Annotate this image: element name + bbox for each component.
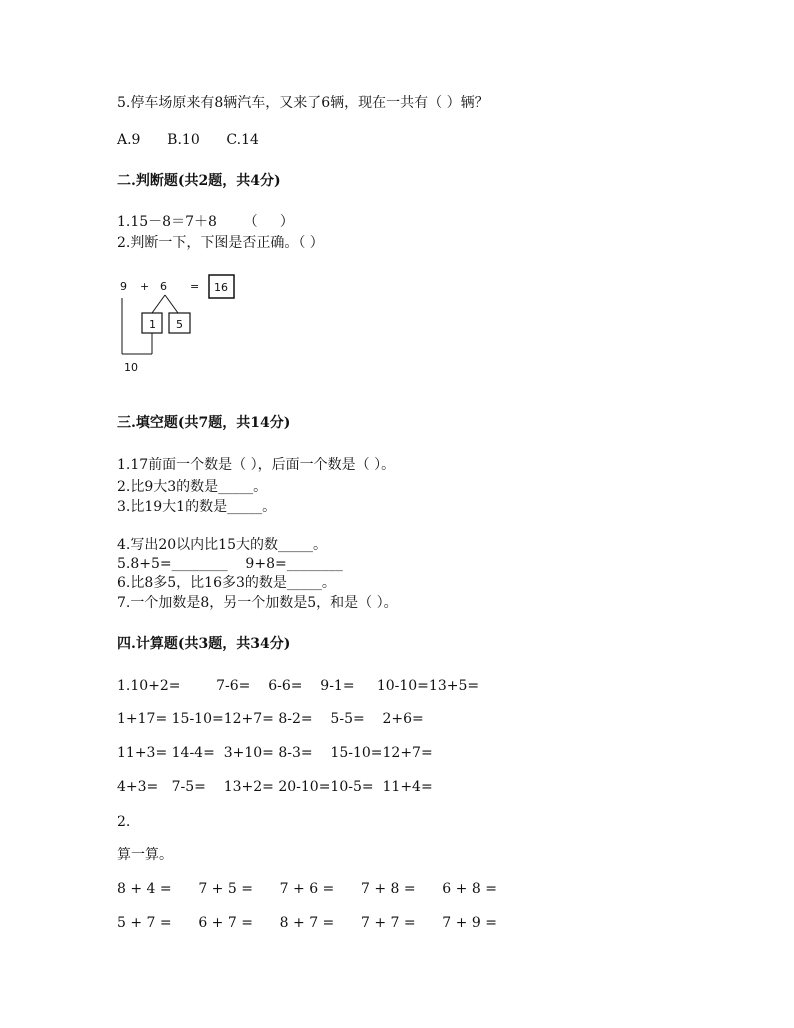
fill-question-3: 3.比19大1的数是_____。 <box>117 499 277 515</box>
diagram-number-9: 9 <box>120 280 127 293</box>
fill-question-1: 1.17前面一个数是（ ），后面一个数是（ ）。 <box>117 457 396 473</box>
diagram-split-a: 1 <box>149 318 156 331</box>
diagram-branch-right <box>165 295 178 313</box>
fill-question-6: 6.比8多5，比16多3的数是_____。 <box>117 575 336 591</box>
section-2-title: 二.判断题(共2题，共4分) <box>117 173 281 189</box>
question-5: 5.停车场原来有8辆汽车，又来了6辆，现在一共有（ ）辆？ <box>117 95 489 111</box>
fill-question-2: 2.比9大3的数是_____。 <box>117 479 268 495</box>
calc-question-2-title: 算一算。 <box>117 847 173 863</box>
diagram-split-b: 5 <box>176 318 183 331</box>
addition-split-diagram <box>110 268 250 378</box>
fill-question-4: 4.写出20以内比15大的数_____。 <box>117 537 327 553</box>
calc-row-5: 8 + 4 = 7 + 5 = 7 + 6 = 7 + 8 = 6 + 8 = <box>117 881 497 897</box>
calc-row-3: 11+3= 14-4= 3+10= 8-3= 15-10=12+7= <box>117 745 433 761</box>
judge-question-2: 2.判断一下，下图是否正确。（ ） <box>117 235 324 251</box>
calc-row-4: 4+3= 7-5= 13+2= 20-10=10-5= 11+4= <box>117 779 433 795</box>
calc-row-6: 5 + 7 = 6 + 7 = 8 + 7 = 7 + 7 = 7 + 9 = <box>117 915 497 931</box>
section-3-title: 三.填空题(共7题，共14分) <box>117 415 291 431</box>
question-5-options: A.9 B.10 C.14 <box>117 132 259 148</box>
calc-question-2-label: 2. <box>117 814 131 830</box>
fill-question-5: 5.8+5=________ 9+8=________ <box>117 556 343 572</box>
diagram-branch-left <box>152 295 165 313</box>
judge-question-1: 1.15－8＝7＋8 （ ） <box>117 214 294 230</box>
calc-row-2: 1+17= 15-10=12+7= 8-2= 5-5= 2+6= <box>117 711 424 727</box>
diagram-plus: + <box>140 280 150 293</box>
diagram-equals: = <box>190 280 200 293</box>
diagram-number-6: 6 <box>160 280 167 293</box>
diagram-result: 16 <box>214 281 228 294</box>
calc-row-1: 1.10+2= 7-6= 6-6= 9-1= 10-10=13+5= <box>117 678 480 694</box>
section-4-title: 四.计算题(共3题，共34分) <box>117 636 291 652</box>
diagram-sum: 10 <box>124 361 138 374</box>
fill-question-7: 7.一个加数是8，另一个加数是5，和是（ ）。 <box>117 595 398 611</box>
